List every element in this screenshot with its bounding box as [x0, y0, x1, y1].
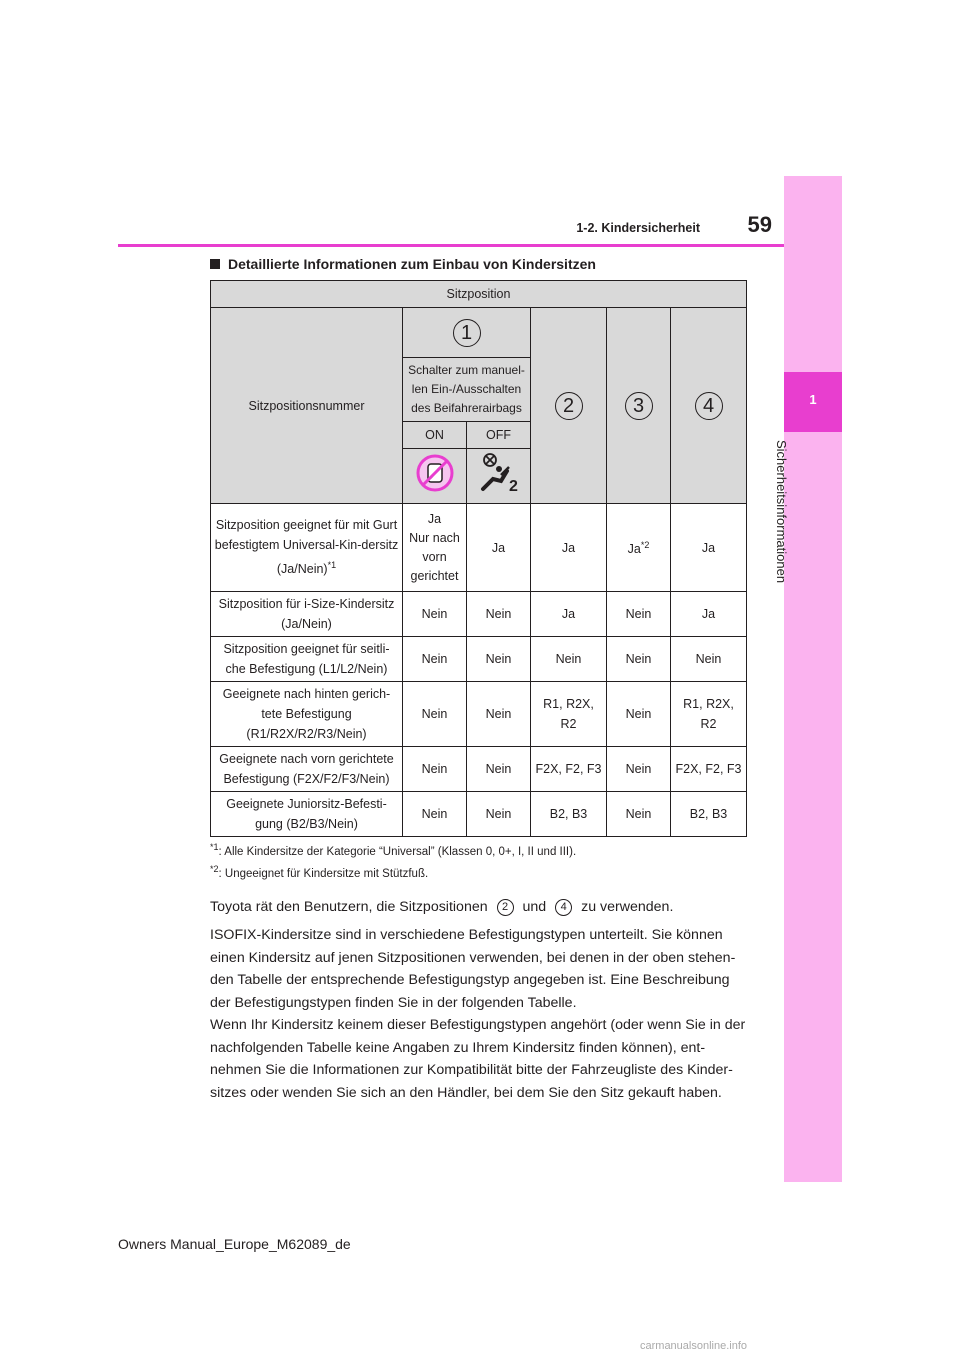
row-4-seat2: R1, R2X, R2: [531, 682, 607, 747]
row-2-seat3: Nein: [607, 592, 671, 637]
row-3-seat3: Nein: [607, 637, 671, 682]
seat-1-number: 1: [453, 319, 481, 347]
row-2-seat4: Ja: [671, 592, 747, 637]
row-6-label: Geeignete Juniorsitz-Befesti-gung (B2/B3/Nein): [211, 792, 403, 837]
header-rule: [118, 244, 784, 247]
row-5-seat4: F2X, F2, F3: [671, 747, 747, 792]
row-6-seat3: Nein: [607, 792, 671, 837]
row-1-seat3: Ja$^{*2}$: [607, 504, 671, 592]
seat-2-number: 2: [555, 392, 583, 420]
row-5-seat2: F2X, F2, F3: [531, 747, 607, 792]
subheading-text: Detaillierte Informationen zum Einbau von Kindersitzen: [228, 256, 596, 272]
row-2-seat2: Ja: [531, 592, 607, 637]
footer-text: Owners Manual_Europe_M62089_de: [118, 1236, 351, 1252]
recommendation-text: Toyota rät den Benutzern, die Sitzpositionen 2 und 4 zu verwenden.: [210, 899, 674, 915]
seat-2-ref: 2: [497, 899, 514, 916]
row-1-on: Ja Nur nach vorn gerichtet: [403, 504, 467, 592]
row-4-label: Geeignete nach hinten gerich-tete Befestigung (R1/R2X/R2/R3/Nein): [211, 682, 403, 747]
subheading: [210, 256, 596, 272]
row-3-seat2: Nein: [531, 637, 607, 682]
seat-3-cell: [607, 308, 671, 504]
chapter-label-wrap: [774, 440, 805, 600]
row-1-label: Sitzposition geeignet für mit Gurt befestigtem Universal-Kin-dersitz (Ja/Nein)$^{*1}$: [211, 504, 403, 592]
row-4-seat4: R1, R2X, R2: [671, 682, 747, 747]
page-number: 59: [747, 212, 772, 237]
seat-3-number: 3: [625, 392, 653, 420]
row-5-label: Geeignete nach vorn gerichtete Befestigung (F2X/F2/F3/Nein): [211, 747, 403, 792]
row-5-seat3: Nein: [607, 747, 671, 792]
row-6-seat4: B2, B3: [671, 792, 747, 837]
row-3-seat4: Nein: [671, 637, 747, 682]
row-6-off: Nein: [467, 792, 531, 837]
side-tab: [784, 176, 842, 1182]
row-4-on: Nein: [403, 682, 467, 747]
seat-4-ref: 4: [555, 899, 572, 916]
seat-4-cell: [671, 308, 747, 504]
row-4-off: Nein: [467, 682, 531, 747]
seat-1-cell: [403, 308, 531, 358]
watermark: carmanualsonline.info: [640, 1340, 748, 1352]
row-3-on: Nein: [403, 637, 467, 682]
chapter-number: 1: [809, 392, 817, 407]
airbag-on-icon-cell: [467, 449, 531, 504]
seat-table: [210, 280, 747, 837]
airbag-off-icon-cell: [403, 449, 467, 504]
no-child-seat-icon: [416, 454, 454, 492]
seat-4-number: 4: [695, 392, 723, 420]
footnote-2: $^{*2}$: Ungeeignet für Kindersitze mit Stützfuß.: [210, 864, 429, 880]
off-label: OFF: [467, 422, 531, 449]
row-5-off: Nein: [467, 747, 531, 792]
row-6-on: Nein: [403, 792, 467, 837]
on-label: ON: [403, 422, 467, 449]
row-1-seat4: Ja: [671, 504, 747, 592]
seat-number-label: Sitzpositionsnummer: [211, 308, 403, 504]
square-bullet-icon: [210, 259, 220, 269]
row-2-off: Nein: [467, 592, 531, 637]
row-1-seat2: Ja: [531, 504, 607, 592]
footnote-1: $^{*1}$: Alle Kindersitze der Kategorie “Universal” (Klassen 0, 0+, I, II und III).: [210, 842, 577, 858]
chapter-label: Sicherheitsinformationen: [774, 440, 789, 584]
row-3-off: Nein: [467, 637, 531, 682]
section-title: 1-2. Kindersicherheit: [576, 221, 700, 235]
row-5-on: Nein: [403, 747, 467, 792]
airbag-switch-label: Schalter zum manuel-len Ein-/Ausschalten des Beifahrerairbags: [403, 358, 531, 422]
row-3-label: Sitzposition geeignet für seitli-che Befestigung (L1/L2/Nein): [211, 637, 403, 682]
svg-text:2: 2: [508, 478, 518, 495]
row-6-seat2: B2, B3: [531, 792, 607, 837]
isofix-paragraph: ISOFIX-Kindersitze sind in verschiedene Befestigungstypen unterteilt. Sie können einen Kindersitz auf jenen Sitzpositionen verwenden, bei denen in der oben stehen-den Tabelle der entsprechende Befestigungstyp angegeben ist. Eine Beschreibung der Befestigungstypen finden Sie in der folgenden Tabelle. Wenn Ihr Kindersitz keinem dieser Befestigungstypen angehört (oder wenn Sie in der nachfolgenden Tabelle keine Angaben zu Ihrem Kindersitz finden können), ent-nehmen Sie die Informationen zur Kompatibilität bitte der Fahrzeugliste des Kinder-sitzes oder wenden Sie sich an den Händler, bei dem Sie den Sitz gekauft haben.: [210, 927, 746, 1101]
row-1-off: Ja: [467, 504, 531, 592]
header-sitzposition: Sitzposition: [211, 281, 747, 308]
row-2-label: Sitzposition für i-Size-Kindersitz (Ja/Nein): [211, 592, 403, 637]
row-2-on: Nein: [403, 592, 467, 637]
row-4-seat3: Nein: [607, 682, 671, 747]
airbag-off-indicator-icon: [477, 451, 521, 495]
seat-2-cell: [531, 308, 607, 504]
